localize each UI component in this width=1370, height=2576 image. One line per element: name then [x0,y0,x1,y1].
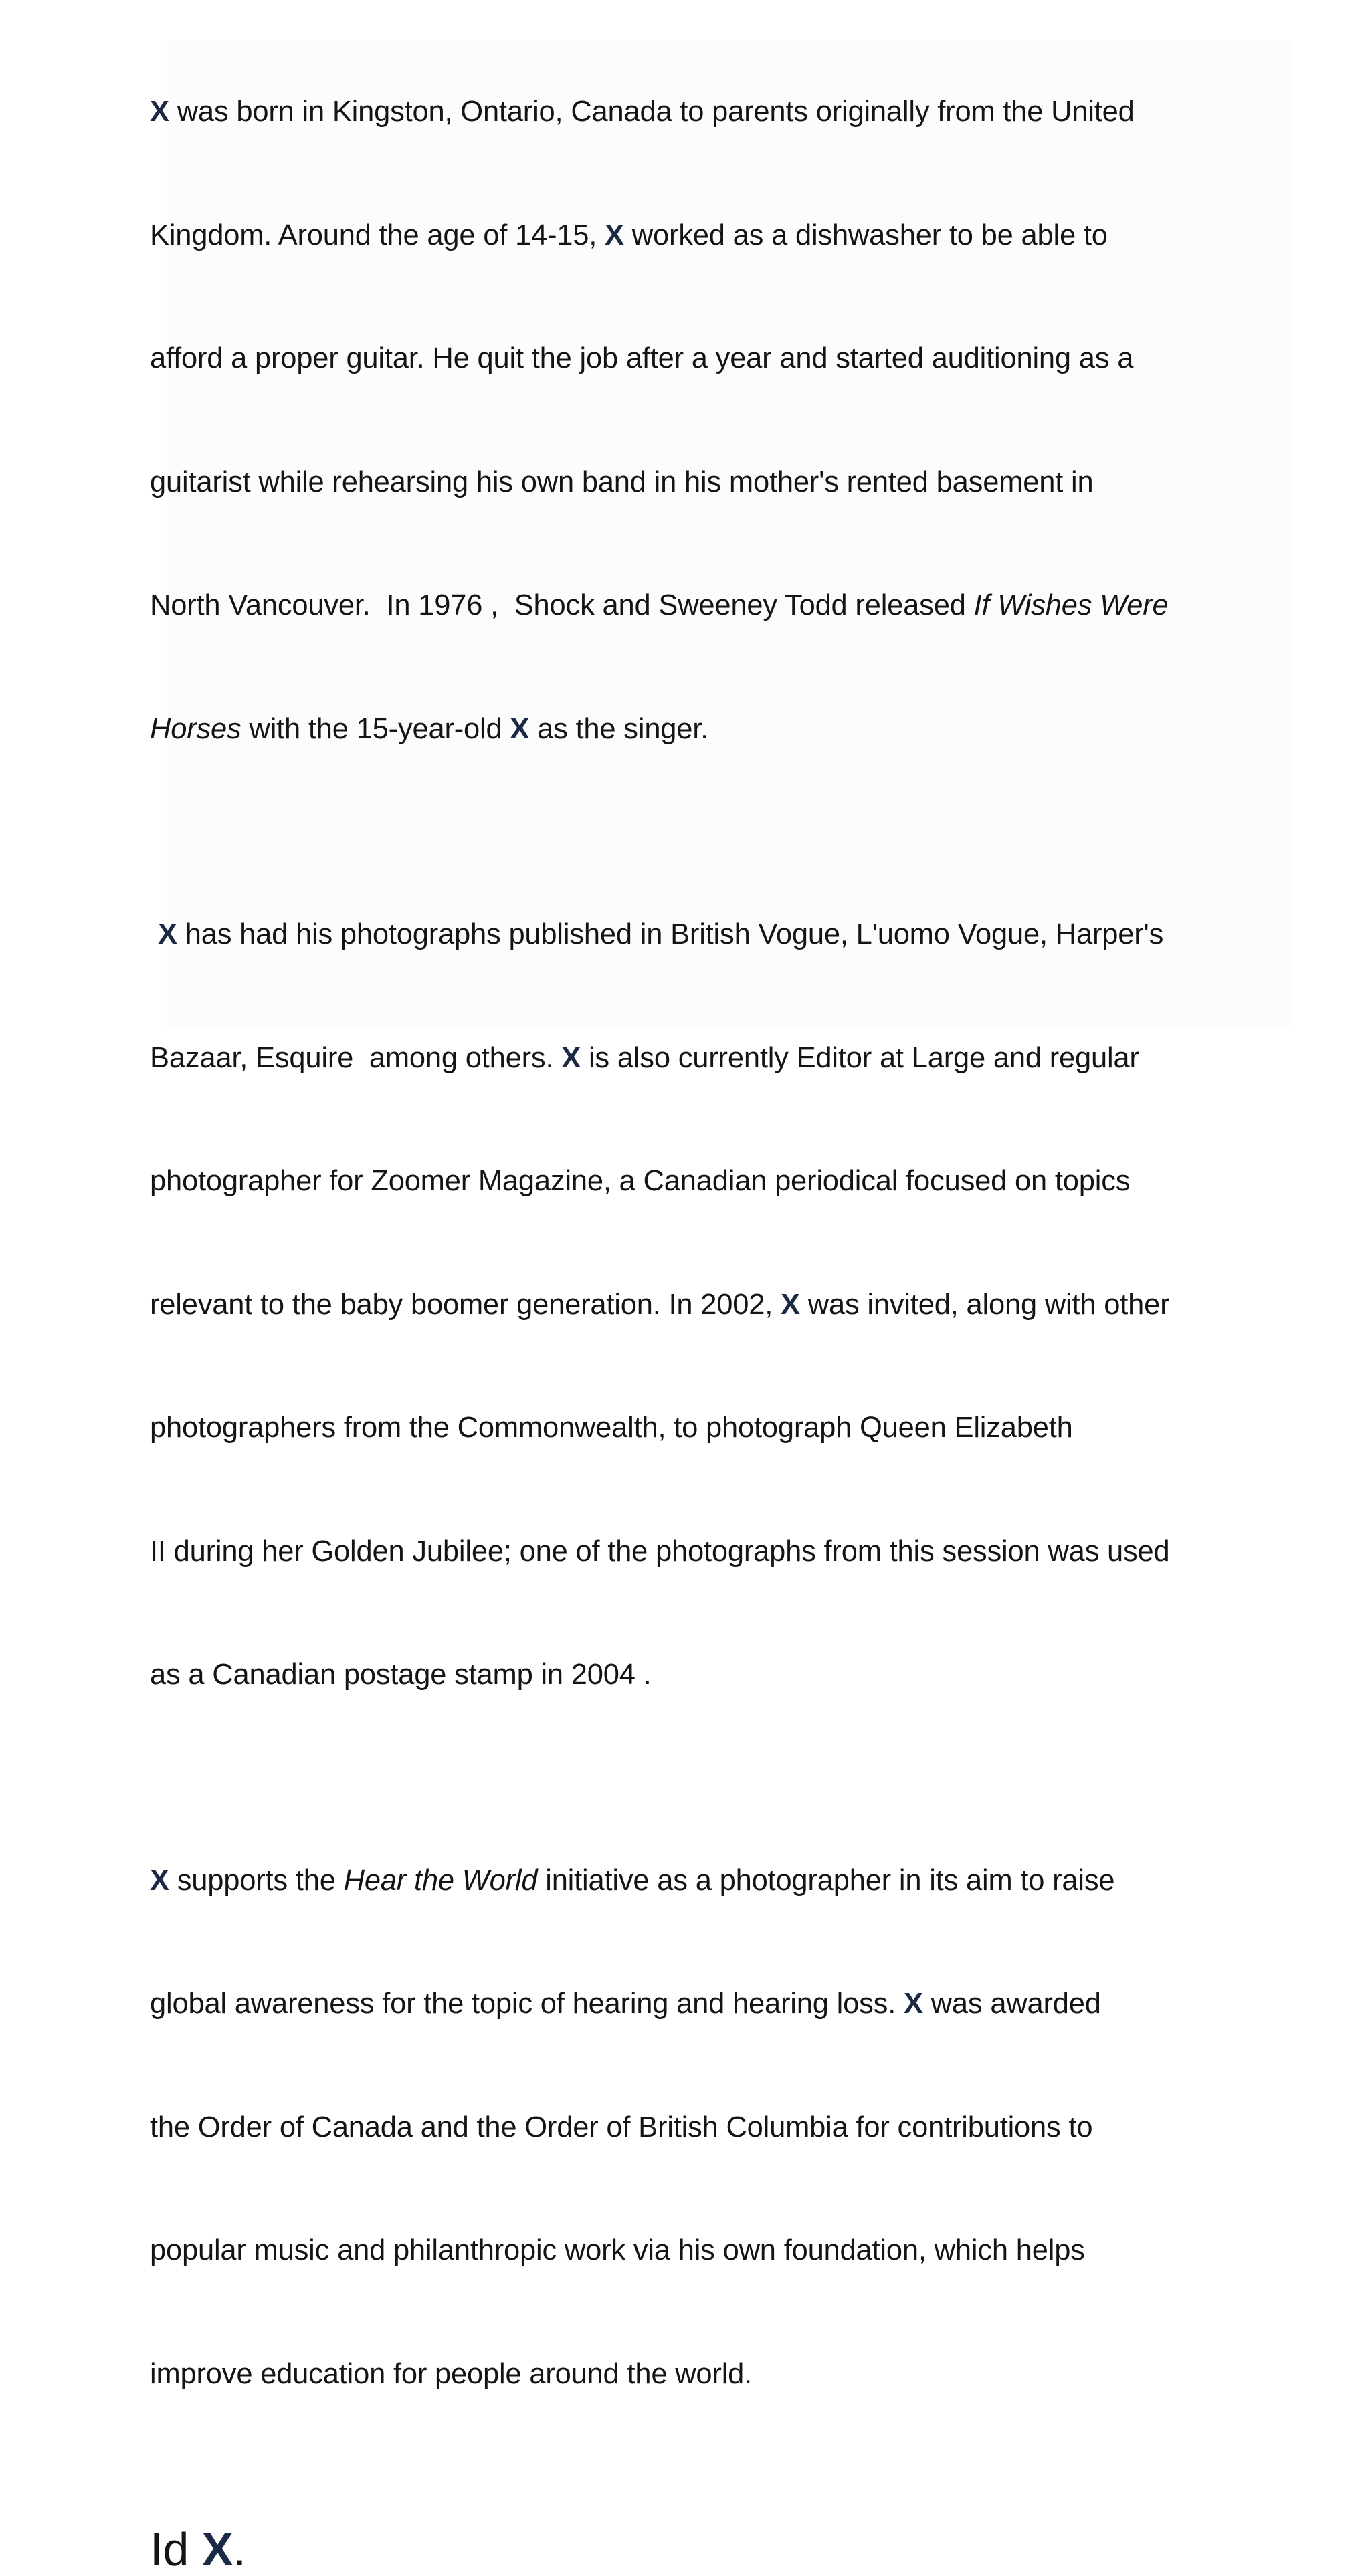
text-run: with the 15-year-old [241,712,510,745]
text-run: has had his photographs published in British Vogue, L'uomo Vogue, Harper's [177,918,1164,950]
text-line: photographer for Zoomer Magazine, a Canadian periodical focused on topics [150,1165,1131,1197]
text-run: global awareness for the topic of hearing and hearing loss. [150,1988,904,2020]
masked-name: X [781,1288,800,1321]
text-run: was invited, along with other [799,1288,1170,1321]
text-line: improve education for people around the world. [150,2357,753,2390]
paragraph-early-life [150,9,1314,832]
text-line: II during her Golden Jubilee; one of the photographs from this session was used [150,1535,1170,1568]
initiative-title: Hear the World [343,1864,538,1897]
text-line: photographers from the Commonwealth, to photograph Queen Elizabeth [150,1412,1073,1444]
identity-prompt [150,2523,1314,2576]
text-run: Kingdom. Around the age of 14-15, [150,219,605,251]
text-line [150,215,1314,257]
text-run: worked as a dishwasher to be able to [623,219,1108,251]
masked-name: X [605,219,624,251]
masked-name: X [903,1988,923,2020]
text-run: was born in Kingston, Ontario, Canada to parents originally from the United [169,96,1135,128]
masked-name: X [150,1864,169,1897]
text-line: as a Canadian postage stamp in 2004 . [150,1658,652,1691]
masked-name: X [510,712,530,745]
masked-name: X [158,918,177,950]
masked-name: X [561,1041,581,1074]
text-run: supports the [169,1864,344,1897]
text-line: popular music and philanthropic work via his own foundation, which helps [150,2234,1085,2266]
text-run: initiative as a photographer in its aim to raise [537,1864,1115,1897]
text-run: relevant to the baby boomer generation. In 2002, [150,1288,781,1321]
masked-name: X [201,2523,233,2575]
text-run: was awarded [922,1988,1101,2020]
text-run: Bazaar, Esquire among others. [150,1041,562,1074]
paragraph-photography [150,832,1314,1778]
text-line [150,1038,1314,1079]
identity-prefix: Id [150,2523,202,2575]
text-line [150,1860,1314,1902]
masked-name: X [150,96,169,128]
biography-document [150,9,1314,2576]
album-title: Horses [150,712,241,745]
text-line: the Order of Canada and the Order of British Columbia for contributions to [150,2111,1093,2143]
text-line [150,1983,1314,2025]
text-run: as the singer. [529,712,709,745]
text-run: North Vancouver. In 1976 , Shock and Sweeney Todd released [150,589,974,621]
text-line: afford a proper guitar. He quit the job after a year and started auditioning as a [150,342,1134,374]
text-line [150,92,1314,133]
album-title: If Wishes Were [973,589,1169,621]
text-line [150,709,1314,750]
text-line [150,585,1314,627]
text-line [150,914,1314,956]
paragraph-philanthropy [150,1778,1314,2478]
text-line: guitarist while rehearsing his own band in his mother's rented basement in [150,465,1094,498]
text-line [150,1285,1314,1326]
text-run: is also currently Editor at Large and regular [581,1041,1139,1074]
identity-suffix: . [233,2523,246,2575]
